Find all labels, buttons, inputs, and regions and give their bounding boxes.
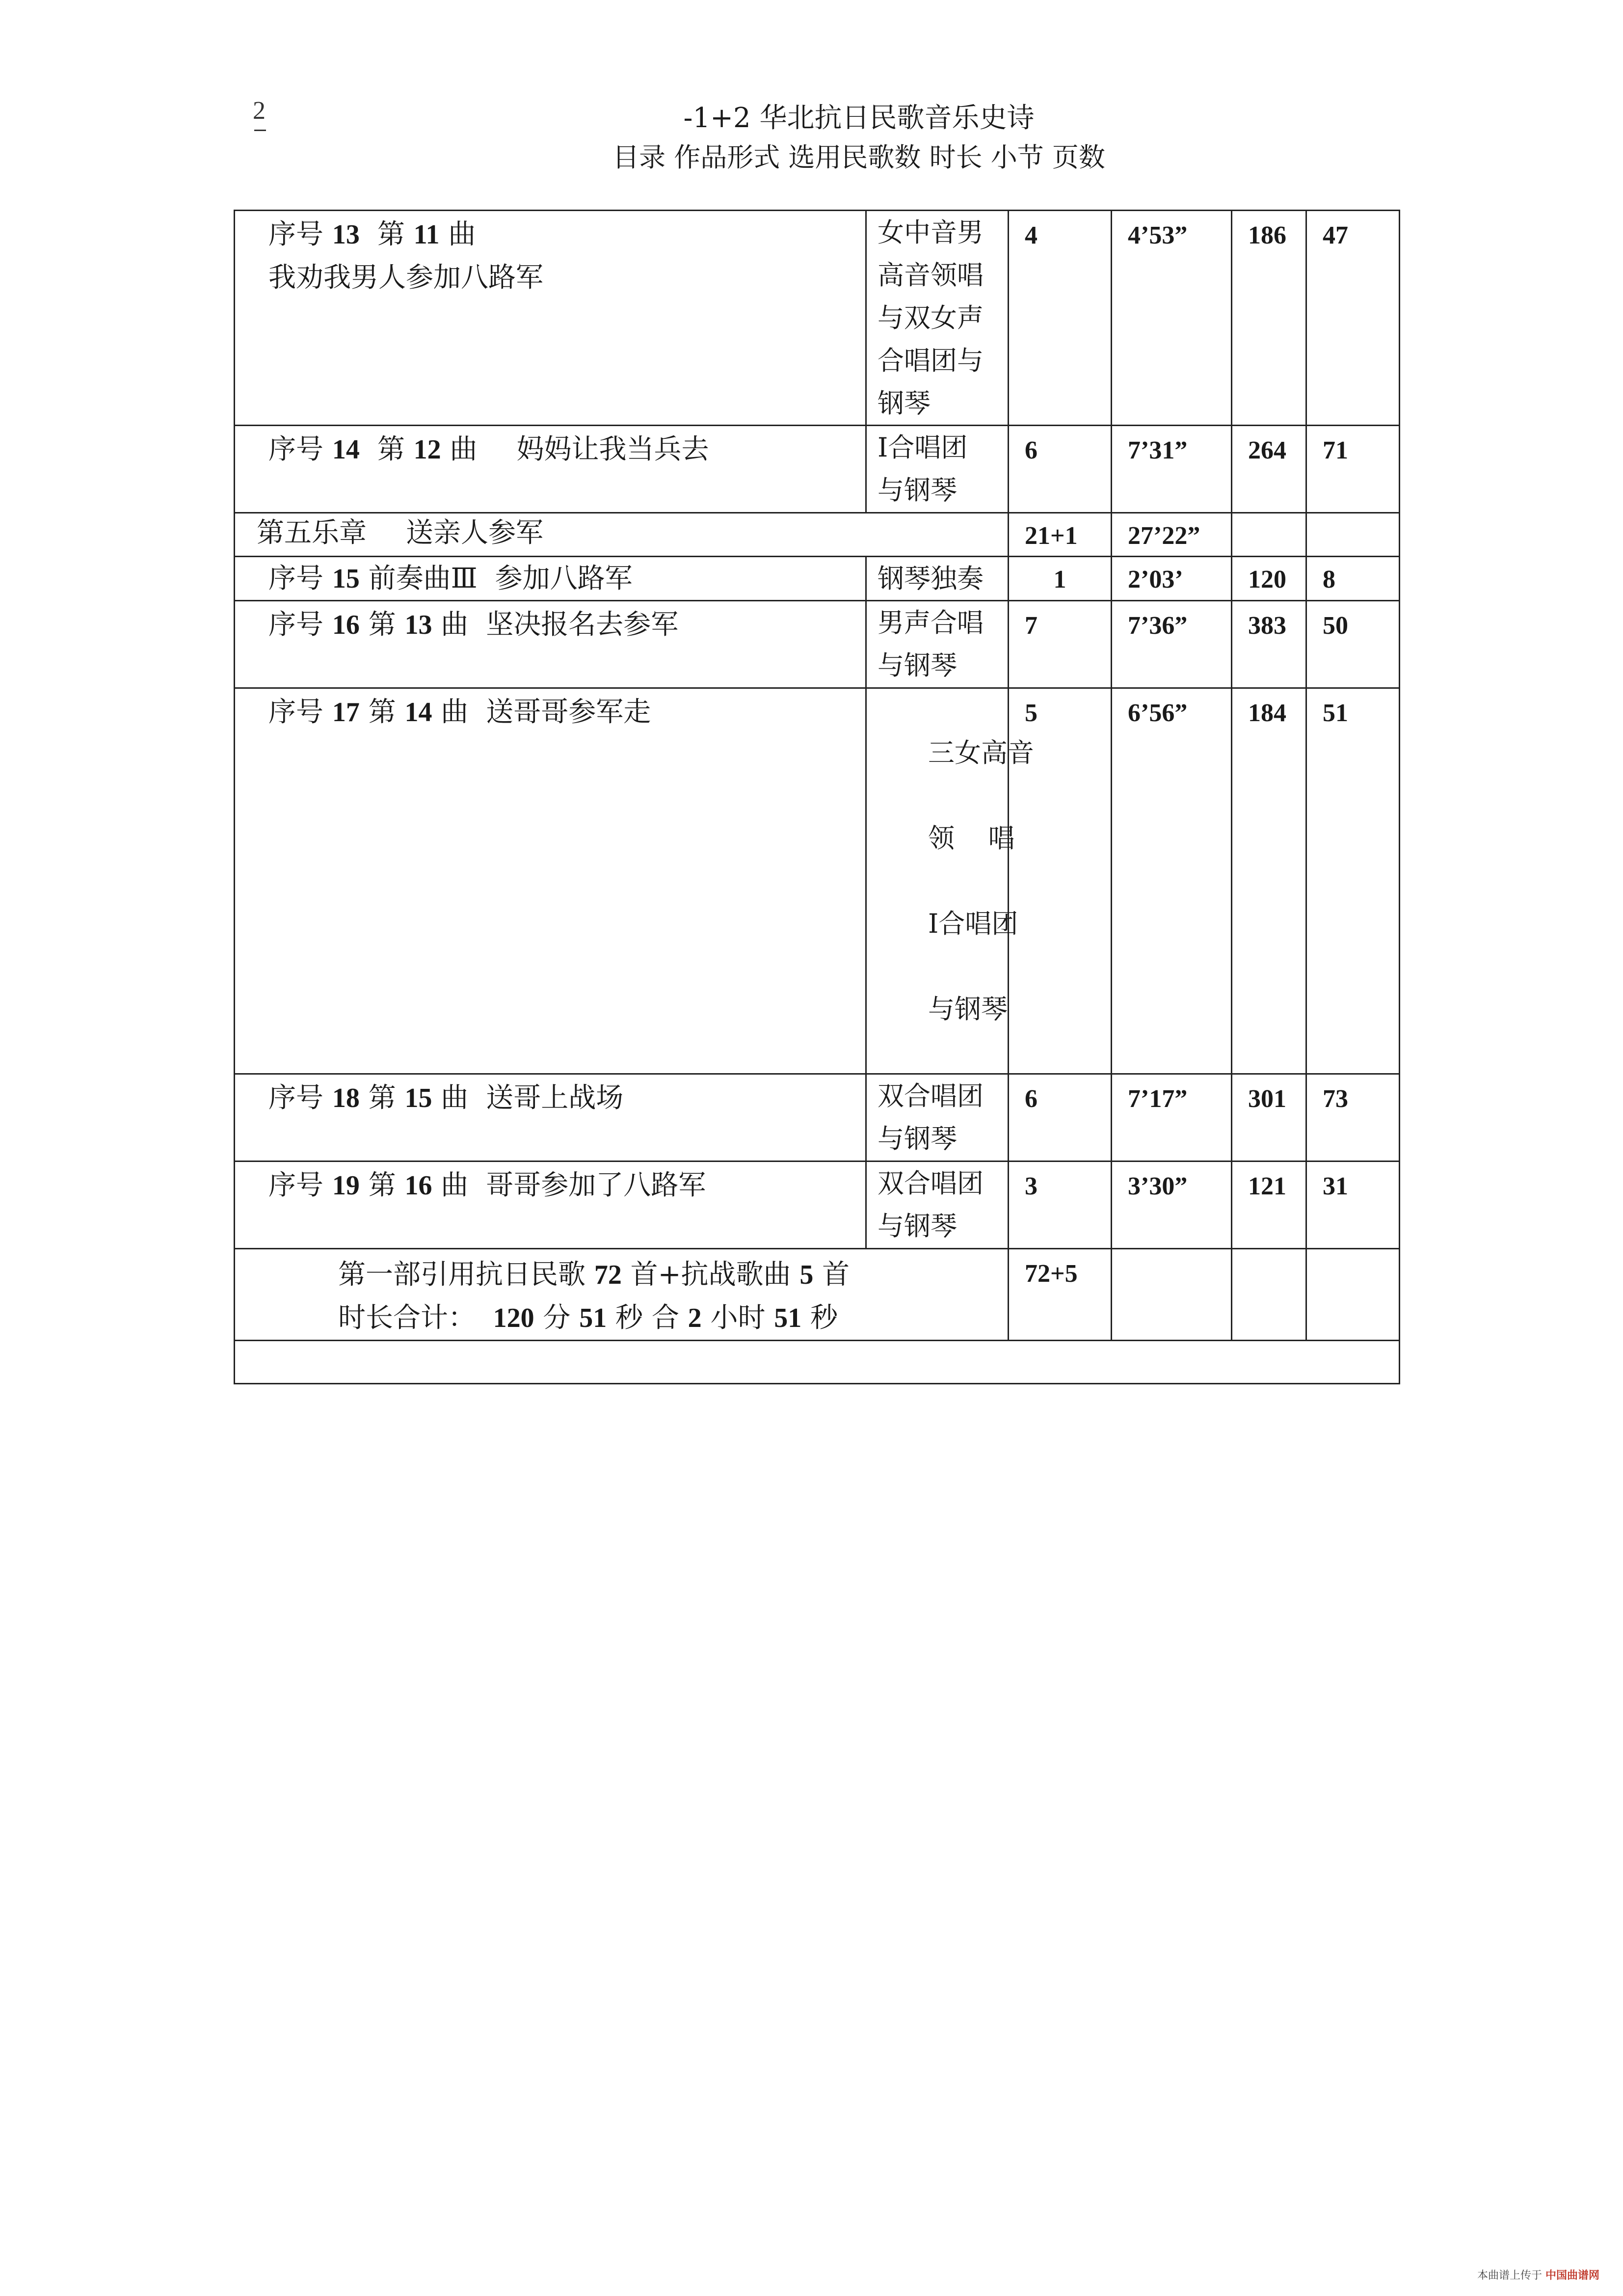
form-cell: 双合唱团 与钢琴	[866, 1074, 1009, 1162]
bar-count: 121	[1232, 1162, 1306, 1249]
contents-table	[234, 210, 1400, 1384]
bar-count: 383	[1232, 601, 1306, 688]
movement-title-cell: 第五乐章 送亲人参军	[235, 513, 1009, 557]
duration: 4’53”	[1112, 211, 1232, 426]
page-count: 47	[1306, 211, 1400, 426]
document-title: -1+2 华北抗日民歌音乐史诗	[683, 102, 1035, 134]
piece-title-cell: 序号 19 第 16 曲 哥哥参加了八路军	[235, 1162, 866, 1249]
table-row	[235, 426, 1400, 513]
page-count: 50	[1306, 601, 1400, 688]
duration: 6’56”	[1112, 688, 1232, 1074]
table-row	[235, 1162, 1400, 1249]
song-count: 1	[1009, 557, 1112, 601]
form-cell: 男声合唱 与钢琴	[866, 601, 1009, 688]
duration: 7’17”	[1112, 1074, 1232, 1162]
duration: 7’36”	[1112, 601, 1232, 688]
page-number: 2	[253, 97, 266, 125]
empty-cell	[1112, 1249, 1232, 1341]
duration: 2’03’	[1112, 557, 1232, 601]
form-cell: 双合唱团 与钢琴	[866, 1162, 1009, 1249]
bar-count: 264	[1232, 426, 1306, 513]
song-count: 6	[1009, 426, 1112, 513]
bar-count: 186	[1232, 211, 1306, 426]
page-count: 31	[1306, 1162, 1400, 1249]
summary-cell: 第一部引用抗日民歌 72 首+抗战歌曲 5 首 时长合计： 120 分 51 秒 合 2 小时 51 秒	[235, 1249, 1009, 1341]
bar-count: 301	[1232, 1074, 1306, 1162]
table-row	[235, 1074, 1400, 1162]
song-count: 6	[1009, 1074, 1112, 1162]
duration: 3’30”	[1112, 1162, 1232, 1249]
empty-row	[235, 1341, 1400, 1384]
form-cell: 三女高音 领 唱 Ⅰ合唱团 与钢琴	[866, 688, 1009, 1074]
piece-title-cell: 序号 14 第 12 曲 妈妈让我当兵去	[235, 426, 866, 513]
song-count: 21+1	[1009, 513, 1112, 557]
page-count: 71	[1306, 426, 1400, 513]
page-count: 8	[1306, 557, 1400, 601]
document-subtitle: 目录 作品形式 选用民歌数 时长 小节 页数	[612, 142, 1105, 173]
piece-title-cell: 序号 15 前奏曲Ⅲ 参加八路军	[235, 557, 866, 601]
piece-title-cell: 序号 16 第 13 曲 坚决报名去参军	[235, 601, 866, 688]
song-count: 4	[1009, 211, 1112, 426]
total-song-count: 72+5	[1009, 1249, 1112, 1341]
bar-count	[1232, 513, 1306, 557]
piece-title-cell: 序号 17 第 14 曲 送哥哥参军走	[235, 688, 866, 1074]
duration: 7’31”	[1112, 426, 1232, 513]
piece-title-cell: 序号 13 第 11 曲 我劝我男人参加八路军	[235, 211, 866, 426]
song-count: 7	[1009, 601, 1112, 688]
form-cell: 钢琴独奏	[866, 557, 1009, 601]
summary-row	[235, 1249, 1400, 1341]
table-row	[235, 557, 1400, 601]
empty-cell	[1232, 1249, 1306, 1341]
table-row	[235, 688, 1400, 1074]
bar-count: 120	[1232, 557, 1306, 601]
song-count: 3	[1009, 1162, 1112, 1249]
source-watermark: 本曲谱上传于 中国曲谱网	[1477, 2269, 1599, 2282]
table-row	[235, 601, 1400, 688]
empty-cell	[235, 1341, 1400, 1384]
piece-title-cell: 序号 18 第 15 曲 送哥上战场	[235, 1074, 866, 1162]
page-count	[1306, 513, 1400, 557]
form-cell: 女中音男 高音领唱 与双女声 合唱团与 钢琴	[866, 211, 1009, 426]
movement-row	[235, 513, 1400, 557]
duration: 27’22”	[1112, 513, 1232, 557]
bar-count: 184	[1232, 688, 1306, 1074]
page-count: 73	[1306, 1074, 1400, 1162]
page-count: 51	[1306, 688, 1400, 1074]
empty-cell	[1306, 1249, 1400, 1341]
form-cell: Ⅰ合唱团 与钢琴	[866, 426, 1009, 513]
song-count: 5	[1009, 688, 1112, 1074]
table-row	[235, 211, 1400, 426]
page-number-underline	[254, 130, 266, 131]
